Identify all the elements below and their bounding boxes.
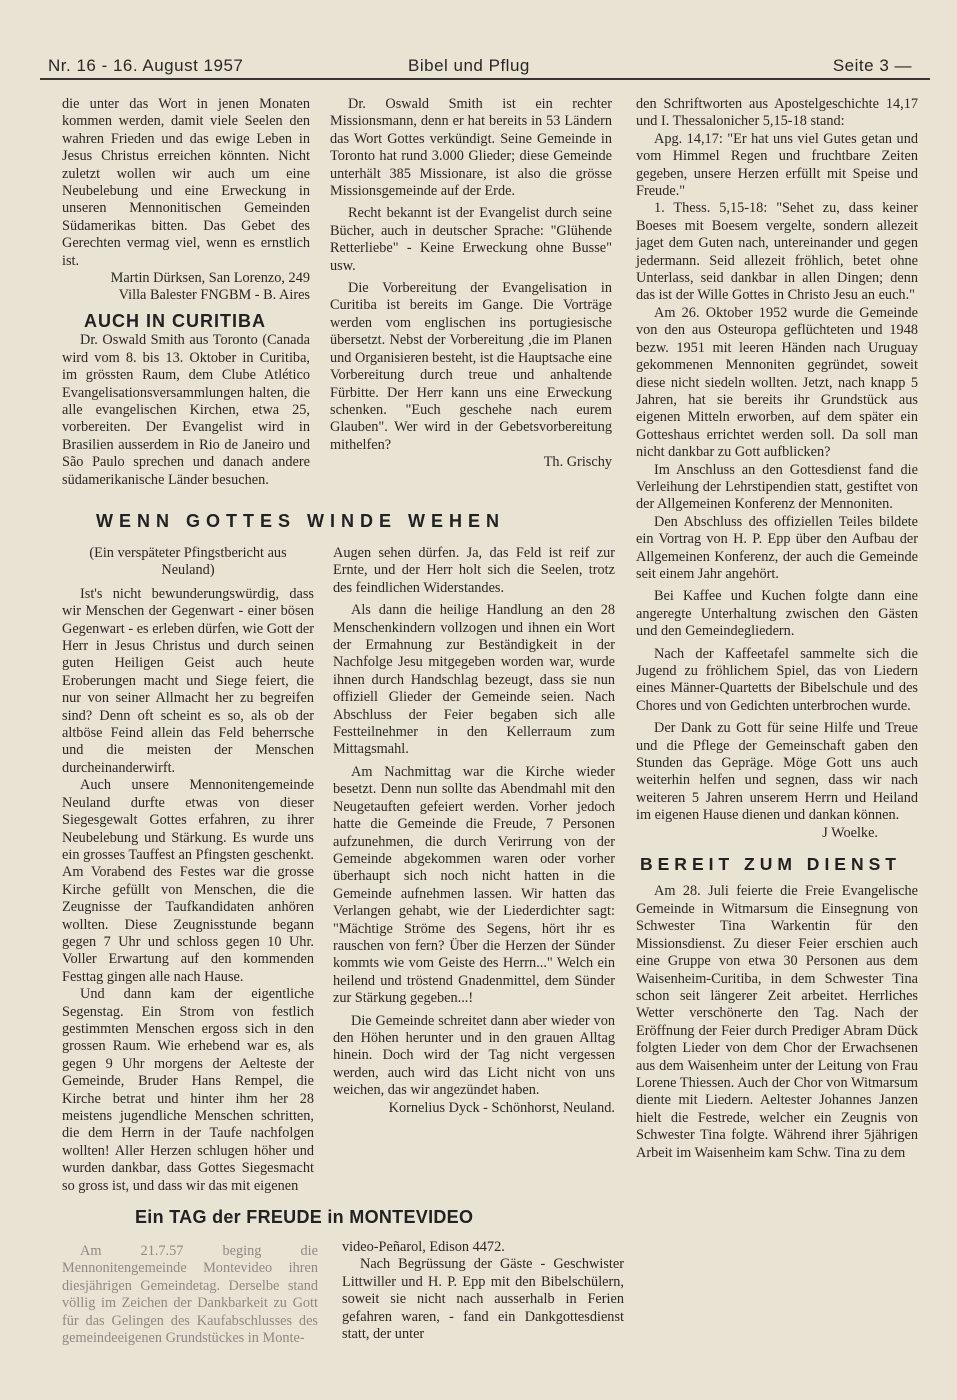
article-paragraph: Am 21.7.57 beging die Mennonitengemeinde Montevideo ihren diesjährigen Gemeindetag. Derselbe stand völlig im Zeichen der Dankbarkeit zu Gott für das Gelingen des Kaufabschlusses des gemeindeeigenen Grundstückes in Monte-	[62, 1243, 318, 1347]
article-paragraph: Auch unsere Mennonitengemeinde Neuland durfte etwas von dieser Siegesgewalt Gottes erfahren, zu ihrer Neubelebung und Stärkung. Es wurde uns ein grosses Tauffest an Pfingsten geschenkt. Am Vorabend des Festes war die grosse Kirche gefüllt von Menschen, die die Zeugnisse der Taufkandidaten anhören wollten. Diese Zeugnisstunde begann gegen 7 Uhr und schloss gegen 10 Uhr. Voller Erwartung auf den kommenden Festtag gingen alle nach Hause.	[62, 777, 314, 985]
article-subtitle: (Ein verspäteter Pfingstbericht aus Neuland)	[89, 545, 287, 579]
headline-curitiba: AUCH IN CURITIBA	[84, 310, 266, 331]
article-paragraph: Und dann kam der eigentliche Segenstag. Ein Strom von festlich gestimmten Menschen ergoss sich in den grossen Raum. Wie erhebend war es, als gegen 9 Uhr morgens der Aelteste der Gemeinde, Bruder Hans Rempel, die Kirche betrat und hinter ihm her 28 meistens jugendliche Menschen schritten, die dem Herrn in der Taufe nachfolgen wollten! Aller Herzen schlugen höher und wurden dankbar, dass Gottes Siegesmacht so gross ist, und dass wir das mit eigenen	[62, 986, 314, 1194]
article-paragraph: Am 26. Oktober 1952 wurde die Gemeinde von den aus Osteuropa geflüchteten und 1948 bezw. 1951 mit leeren Händen nach Uruguay gekommenen Mennoniten gegründet, soweit diese nicht siedeln wollten. Jetzt, nach knapp 5 Jahren, hat sie bereits ihr Grundstück aus eigenen Mitteln erworben, auf dem später ein Gotteshaus errichtet werden soll. Da soll man nicht dankbar zu Gott aufblicken?	[636, 304, 918, 461]
column-2-middle	[333, 545, 615, 1117]
article-paragraph: Die Vorbereitung der Evangelisation in Curitiba ist bereits im Gange. Die Vorträge werden vom englischen ins portugiesische übersetzt. Nebst der Vorbereitung ,die im Planen und Organisieren besteht, ist die Hauptsache eine Vorbereitung durch treue und anhaltende Fürbitte. Der Herr kann uns eine Erweckung schenken. "Euch geschehe nach eurem Glauben". Wer wird in der Gebetsvorbereitung mithelfen?	[330, 280, 613, 453]
article-paragraph: Als dann die heilige Handlung an den 28 Menschenkindern vollzogen und ihnen ein Wort der Ermahnung zur Beständigkeit in der Nachfolge Jesu mitgegeben worden war, wurde ihnen durch Handschlag bezeugt, dass sie nun offiziell Glieder der Gemeinde seien. Nach Abschluss der Feier begaben sich alle Festteilnehmer in den Kellerraum zum Mittagsmahl.	[333, 602, 615, 758]
article-paragraph: den Schriftworten aus Apostelgeschichte 14,17 und I. Thessalonicher 5,15-18 stand:	[636, 96, 918, 130]
page-number: Seite 3 —	[832, 56, 912, 75]
article-paragraph: Nach Begrüssung der Gäste - Geschwister Littwiller und H. P. Epp mit den Bibelschülern, soweit sie nicht nach ausserhalb in Ferien gefahren waren, - fand ein Dankgottesdienst statt, der unter	[342, 1256, 624, 1343]
article-paragraph: Der Dank zu Gott für seine Hilfe und Treue und die Pflege der Gemeinschaft gaben den Stunden das Gepräge. Möge Gott uns auch weiterhin helfen und segnen, dass wir nach weiteren 5 Jahren unserem Herrn und Heiland im eigenen Hause dienen und dankan können.	[636, 720, 918, 824]
article-paragraph: Recht bekannt ist der Evangelist durch seine Bücher, auch in deutscher Sprache: "Glühende Retterliebe" - Keine Erweckung ohne Busse" usw.	[330, 205, 612, 274]
article-signature: Th. Grischy	[543, 454, 612, 471]
headline-tag-der-freude: Ein TAG der FREUDE in MONTEVIDEO	[135, 1207, 474, 1227]
newspaper-title: Bibel und Pflug	[408, 56, 530, 75]
article-paragraph: Den Abschluss des offiziellen Teiles bildete ein Vortrag von H. P. Epp über den Aufbau der Allgemeinen Konferenz, der auch die Gemeinde seit einem Jahr angehört.	[636, 513, 918, 582]
article-paragraph: Die Gemeinde schreitet dann aber wieder von den Höhen herunter und in den grauen Alltag hinein. Doch wird der Tag nicht vergessen werden, auch wird das Licht nicht von uns weichen, das wir angezündet haben.	[333, 1012, 615, 1099]
article-signature: Kornelius Dyck - Schönhorst, Neuland.	[388, 1099, 615, 1116]
headline-wenn-gottes-winde-wehen: WENN GOTTES WINDE WEHEN	[96, 511, 505, 531]
column-2-bottom	[342, 1239, 624, 1343]
issue-date: Nr. 16 - 16. August 1957	[48, 56, 244, 75]
article-paragraph: Am Nachmittag war die Kirche wieder besetzt. Denn nun sollte das Abendmahl mit den Neugetauften gefeiert werden. Vorher jedoch hatte die Gemeinde die Freude, 7 Personen aufzunehmen, die durch Verirrung von der Gemeinde abgekommen waren oder vorher überhaupt sich noch nicht hatten in die Gemeinde aufnehmen lassen. Wir hatten das Verlangen gehabt, wie der Liederdichter sagt: "Mächtige Ströme des Segens, hört ihr es rauschen von fern? Über die Herzen der Sünder kommts wie vom Geiste des Herrn..." Welch ein heilend und tröstend Gnadenmittel, dem Sünder zur Stärkung gegeben...!	[333, 763, 615, 1007]
article-paragraph: Apg. 14,17: "Er hat uns viel Gutes getan und vom Himmel Regen und fruchtbare Zeiten gegeben, unsere Herzen erfüllt mit Speise und Freude."	[636, 130, 918, 200]
column-3	[636, 96, 918, 1162]
column-1-middle	[62, 545, 314, 1195]
article-signature: Villa Balester FNGBM - B. Aires	[118, 287, 310, 304]
column-1-bottom	[62, 1243, 318, 1347]
article-paragraph: Dr. Oswald Smith ist ein rechter Missionsmann, denn er hat bereits in 53 Ländern das Wort Gottes verkündigt. Seine Gemeinde in Toronto hat rund 3.000 Glieder; diese Gemeinde unterhält 385 Missionare, ist also die grösse Missionsgemeinde auf der Erde.	[330, 96, 612, 200]
article-paragraph: Am 28. Juli feierte die Freie Evangelische Gemeinde in Witmarsum die Einsegnung von Schwester Tina Warkentin für den Missionsdienst. Zu dieser Feier erschien auch eine Gruppe von etwa 30 Personen aus dem Waisenheim-Curitiba, in dem Schwester Tina schon seit längerer Zeit arbeitet. Herrliches Wetter verschönerte den Tag. Nach der Eröffnung der Feier durch Prediger Abram Dück folgten Lieder von dem Chor der Erwachsenen aus dem Waisenheim unter der Leitung von Frau Lorene Thiessen. Auch der Chor von Witmarsum diente mit Liedern. Aeltester Johannes Janzen hielt die Festrede, welcher ein Zeugnis von Schwester Tina folgte. Während ihrer 5jährigen Arbeit im Waisenheim kam Schw. Tina zu dem	[636, 883, 918, 1161]
article-paragraph: Dr. Oswald Smith aus Toronto (Canada wird vom 8. bis 13. Oktober in Curitiba, im grössten Raum, dem Clube Atlético Evangelisationsversammlungen halten, die alle evangelischen Kirchen, etwa 25, vorbereiten. Der Evangelist wird in Brasilien ausserdem in Rio de Janeiro und São Paulo sprechen und danach andere südamerikanische Länder besuchen.	[62, 332, 310, 488]
headline-bereit-zum-dienst: BEREIT ZUM DIENST	[640, 854, 901, 875]
page-header	[40, 52, 930, 80]
article-paragraph: 1. Thess. 5,15-18: "Sehet zu, dass keiner Boeses mit Boesem vergelte, sondern allezeit jaget dem Guten nach, untereinander und gegen jedermann. Seid allezeit fröhlich, betet ohne Unterlass, seid dankbar in allen Dingen; denn das ist der Wille Gottes in Christo Jesu an euch."	[636, 200, 918, 304]
article-paragraph: Bei Kaffee und Kuchen folgte dann eine angeregte Unterhaltung zwischen den Gästen und den Gemeindegliedern.	[636, 588, 918, 640]
article-paragraph: Nach der Kaffeetafel sammelte sich die Jugend zu fröhlichem Spiel, das von Liedern eines Männer-Quartetts der Bibelschule und des Chores und von Gedichten unterbrochen wurde.	[636, 645, 918, 714]
article-paragraph: Augen sehen dürfen. Ja, das Feld ist reif zur Ernte, und der Herr holt sich die Seelen, trotz des feindlichen Widerstandes.	[333, 545, 615, 596]
column-1-top	[62, 96, 310, 489]
article-paragraph: Im Anschluss an den Gottesdienst fand die Verleihung der Lehrstipendien statt, gestiftet von der Allgemeinen Konferenz der Mennoniten.	[636, 461, 918, 513]
column-2-top	[330, 96, 612, 472]
article-paragraph: Ist's nicht bewunderungswürdig, dass wir Menschen der Gegenwart - einer bösen Gegenwart - es erleben dürfen, wie Gott der Herr in Jesus Christus und durch seinen guten Heiligen Geist auch heute Eroberungen macht und Siege feiert, die nur von seiner Allmacht her zu begreifen sind? Denn oft scheint es so, als ob der altböse Feind allein das Feld beherrsche und die meisten der Menschen durcheinanderwirft.	[62, 585, 314, 776]
article-paragraph: video-Peñarol, Edison 4472.	[342, 1239, 505, 1255]
article-signature: Martin Dürksen, San Lorenzo, 249	[110, 270, 310, 287]
article-paragraph: die unter das Wort in jenen Monaten kommen werden, damit viele Seelen den wahren Frieden und das ewige Leben in Jesus Christus erreichen könnten. Nicht zuletzt wollen wir auch um eine Neubelebung und eine Erweckung in unseren Mennonitischen Gemeinden Südamerikas bitten. Das Gebet des Gerechten vermag viel, wenn es ernstlich ist.	[62, 96, 310, 269]
article-signature: J Woelke.	[822, 824, 878, 841]
